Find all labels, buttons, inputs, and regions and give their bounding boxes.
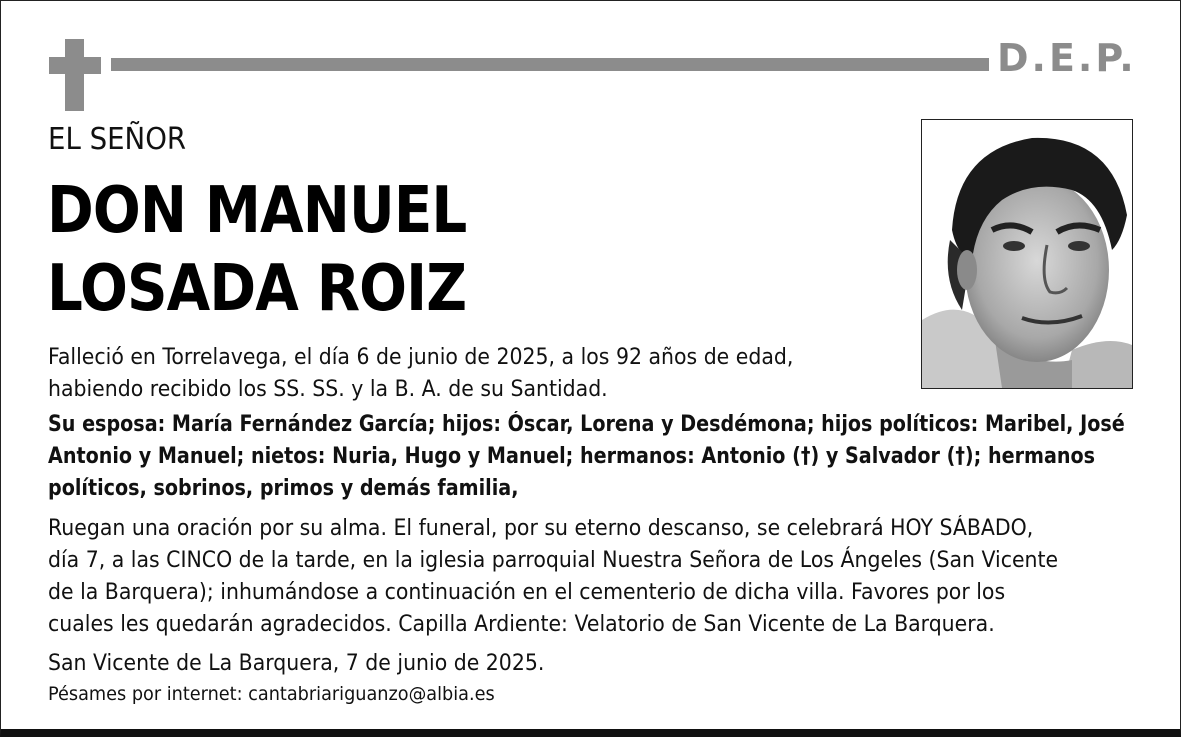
- service-details-line: Ruegan una oración por su alma. El funeral, por su eterno descanso, se celebrará HOY SÁBADO,: [48, 516, 1034, 541]
- condolences-email[interactable]: Pésames por internet: cantabriariguanzo@albia.es: [48, 683, 495, 705]
- place-date: San Vicente de La Barquera, 7 de junio de 2025.: [48, 651, 545, 676]
- header-rule: [111, 58, 989, 71]
- latin-cross-icon: [49, 39, 101, 111]
- family-list-line: políticos, sobrinos, primos y demás familia,: [48, 476, 519, 501]
- portrait-photo: [921, 119, 1133, 389]
- service-details-line: de la Barquera); inhumándose a continuación en el cementerio de dicha villa. Favores por los: [48, 580, 1006, 605]
- service-details: [48, 513, 1058, 641]
- portrait-illustration: [922, 120, 1132, 388]
- service-details-line: cuales les quedarán agradecidos. Capilla Ardiente: Velatorio de San Vicente de La Barquera.: [48, 612, 995, 637]
- family-list-line: Su esposa: María Fernández García; hijos: Óscar, Lorena y Desdémona; hijos políticos: Maribel, José: [48, 412, 1125, 437]
- deceased-name-line2: LOSADA ROIZ: [47, 252, 467, 326]
- family-list-line: Antonio y Manuel; nietos: Nuria, Hugo y Manuel; hermanos: Antonio (†) y Salvador (†); hermanos: [48, 444, 1096, 469]
- deceased-name-line1: DON MANUEL: [47, 174, 467, 248]
- dep-heading: D.E.P.: [997, 36, 1137, 80]
- deceased-title: EL SEÑOR: [48, 122, 187, 157]
- death-notice-line: Falleció en Torrelavega, el día 6 de junio de 2025, a los 92 años de edad,: [48, 345, 794, 370]
- death-notice-line: habiendo recibido los SS. SS. y la B. A. de su Santidad.: [48, 377, 608, 402]
- service-details-line: día 7, a las CINCO de la tarde, en la iglesia parroquial Nuestra Señora de Los Ángeles (San Vicente: [48, 548, 1059, 573]
- family-list: [48, 409, 1125, 505]
- death-notice: [48, 342, 793, 406]
